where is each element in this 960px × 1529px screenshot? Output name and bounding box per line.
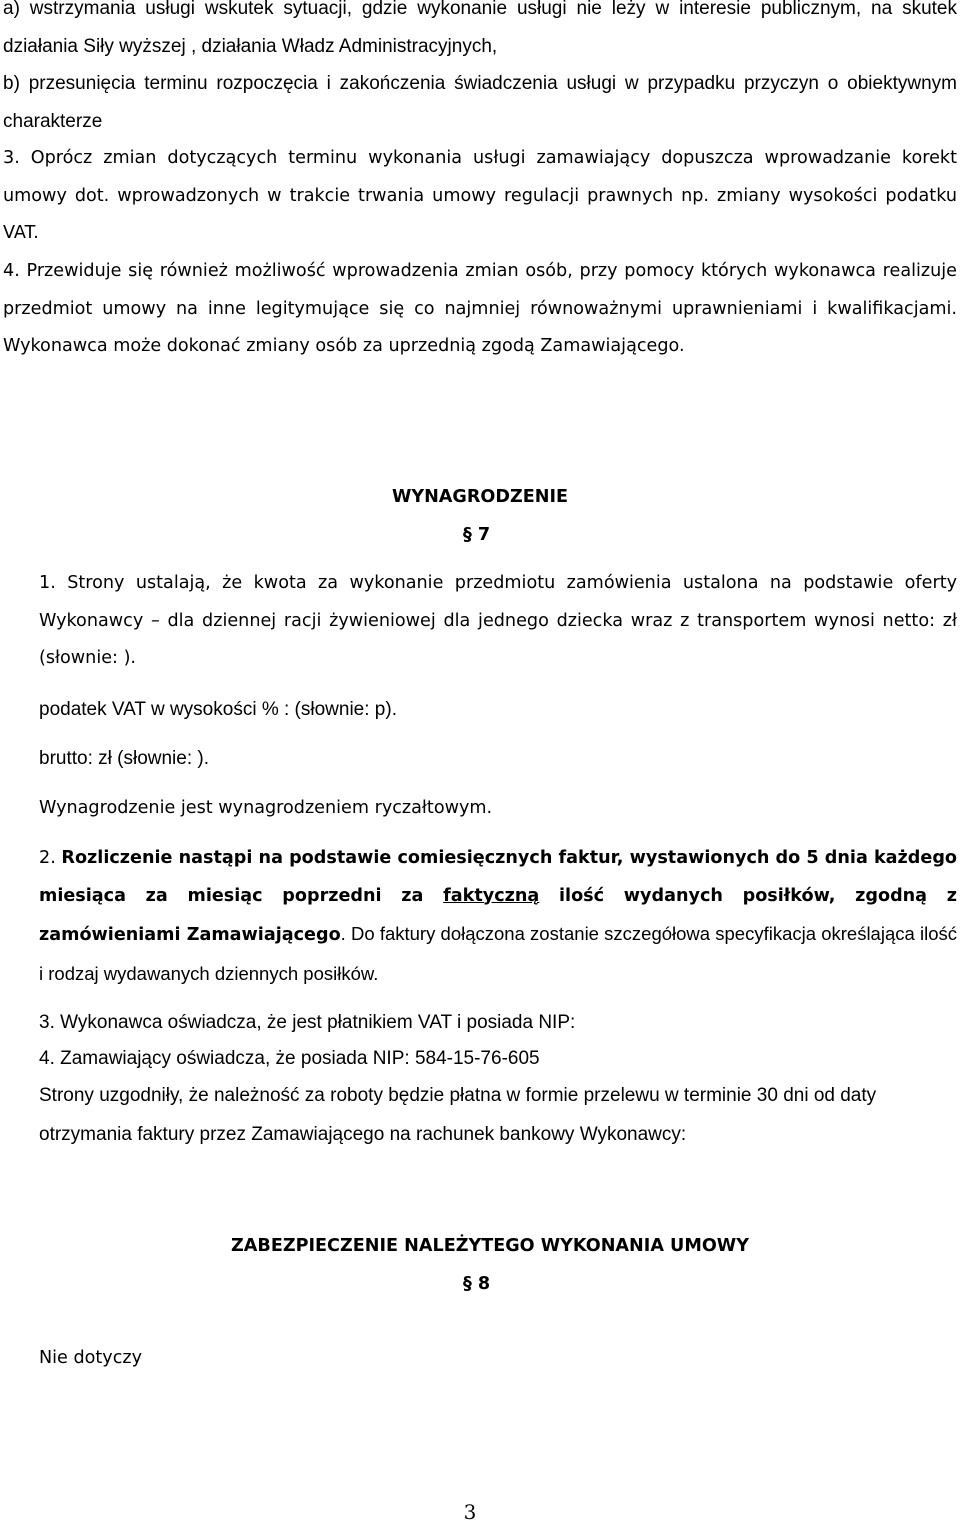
point-2-underlined-word: faktyczną bbox=[443, 885, 540, 906]
point-2-bold-text: Rozliczenie nastąpi na podstawie comiesięcznych faktur, wystawionych do 5 dnia każdego miesiąca za miesiąc poprzedni za bbox=[39, 848, 957, 906]
section-heading-wynagrodzenie: WYNAGRODZENIE bbox=[391, 487, 569, 507]
paragraph-3: 3. Oprócz zmian dotyczących terminu wykonania usługi zamawiający dopuszcza wprowadzanie korekt umowy dot. wprowadzonych w trakcie trwania umowy regulacji prawnych np. zmiany wysokości podatku VAT. bbox=[3, 148, 957, 243]
section-heading-zabezpieczenie: ZABEZPIECZENIE NALEŻYTEGO WYKONANIA UMOWY bbox=[231, 1236, 749, 1256]
paragraph-mark-8: § 8 bbox=[463, 1274, 491, 1294]
brutto-line: brutto: zł (słownie: ). bbox=[39, 748, 209, 769]
ryczalt-line: Wynagrodzenie jest wynagrodzeniem ryczałtowym. bbox=[39, 798, 493, 818]
wynagrodzenie-point-4: 4. Zamawiający oświadcza, że posiada NIP: 584-15-76-605 bbox=[39, 1048, 540, 1069]
point-2-number: 2. bbox=[39, 848, 62, 868]
payment-terms: Strony uzgodniły, że należność za roboty będzie płatna w formie przelewu w terminie 30 dni od daty otrzymania faktury przez Zamawiającego na rachunek bankowy Wykonawcy: bbox=[39, 1085, 877, 1145]
vat-line: podatek VAT w wysokości % : (słownie: p). bbox=[39, 699, 397, 720]
wynagrodzenie-point-1: 1. Strony ustalają, że kwota za wykonanie przedmiotu zamówienia ustalona na podstawie oferty Wykonawcy – dla dziennej racji żywieniowej dla jednego dziecka wraz z transportem wynosi netto: zł (słownie: ). bbox=[39, 573, 957, 668]
point-2-bold-text-cont: ilość wydanych posiłków, zgodną z zamówieniami Zamawiającego bbox=[39, 885, 957, 945]
paragraph-b: b) przesunięcia terminu rozpoczęcia i zakończenia świadczenia usługi w przypadku przyczyn o obiektywnym charakterze bbox=[3, 73, 957, 132]
paragraph-a: a) wstrzymania usługi wskutek sytuacji, gdzie wykonanie usługi nie leży w interesie publicznym, na skutek działania Siły wyższej , działania Władz Administracyjnych, bbox=[3, 0, 957, 57]
paragraph-mark-7: § 7 bbox=[463, 525, 491, 545]
wynagrodzenie-point-2 bbox=[39, 840, 957, 994]
point-2-plain-text: . Do faktury dołączona zostanie szczegółowa specyfikacja określająca ilość i rodzaj wydawanych dziennych posiłków. bbox=[39, 923, 957, 984]
zabezpieczenie-text: Nie dotyczy bbox=[39, 1348, 143, 1368]
paragraph-4: 4. Przewiduje się również możliwość wprowadzenia zmian osób, przy pomocy których wykonawca realizuje przedmiot umowy na inne legitymujące się co najmniej równoważnymi uprawnieniami i kwalifikacjami. Wykonawca może dokonać zmiany osób za uprzednią zgodą Zamawiającego. bbox=[3, 261, 957, 356]
wynagrodzenie-point-3: 3. Wykonawca oświadcza, że jest płatnikiem VAT i posiada NIP: bbox=[39, 1012, 576, 1033]
page-number: 3 bbox=[463, 1500, 477, 1524]
